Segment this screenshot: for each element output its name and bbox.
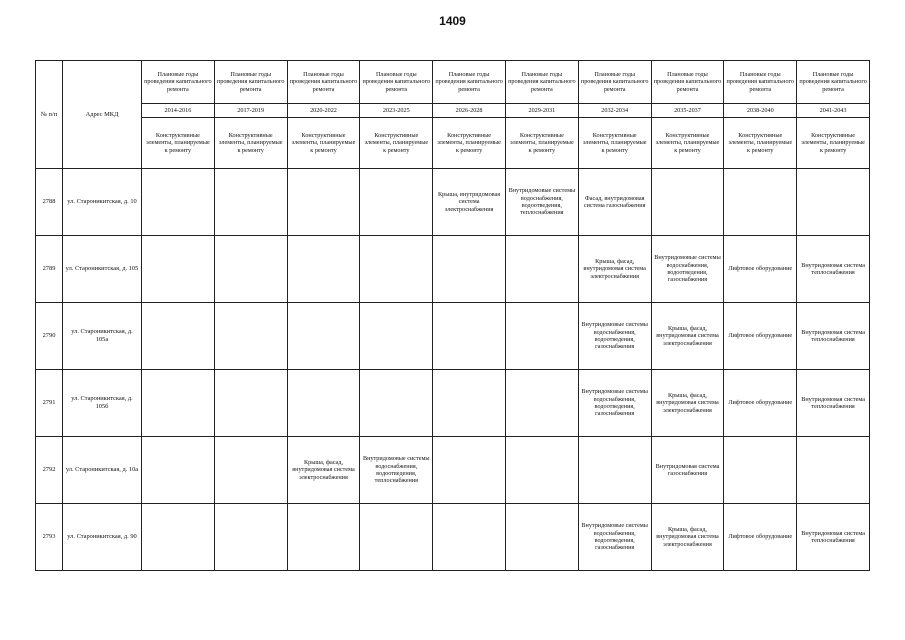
header-plan-years: Плановые годы проведения капитального ремонта: [651, 61, 724, 104]
repair-cell: Внутридомовая система теплоснабжения: [797, 303, 870, 370]
repair-cell: Крыша, внутридомовая система электроснабжения: [433, 169, 506, 236]
row-number: 2793: [36, 504, 63, 571]
repair-cell: Крыша, фасад, внутридомовая система электроснабжения: [578, 236, 651, 303]
repair-cell: [505, 437, 578, 504]
repair-cell: [797, 437, 870, 504]
repair-cell: [360, 303, 433, 370]
repair-cell: [505, 236, 578, 303]
repair-cell: [360, 169, 433, 236]
repair-cell: [214, 236, 287, 303]
repair-cell: Крыша, фасад, внутридомовая система электроснабжения: [651, 303, 724, 370]
repair-cell: Внутридомовые системы водоснабжения, водоотведения, газоснабжения: [578, 303, 651, 370]
row-number: 2789: [36, 236, 63, 303]
header-period: 2038-2040: [724, 104, 797, 118]
repair-cell: [287, 370, 360, 437]
header-elements: Конструктивные элементы, планируемые к ремонту: [214, 118, 287, 169]
repair-cell: [142, 504, 215, 571]
repair-cell: [142, 303, 215, 370]
header-elements: Конструктивные элементы, планируемые к ремонту: [797, 118, 870, 169]
header-period: 2026-2028: [433, 104, 506, 118]
row-address: ул. Староникитская, д. 105а: [63, 303, 142, 370]
header-plan-years: Плановые годы проведения капитального ремонта: [433, 61, 506, 104]
table-row: [36, 437, 870, 504]
table-row: [36, 236, 870, 303]
repair-cell: Лифтовое оборудование: [724, 303, 797, 370]
repair-cell: [360, 236, 433, 303]
repair-cell: Внутридомовая система газоснабжения: [651, 437, 724, 504]
repair-cell: [505, 303, 578, 370]
repair-cell: Лифтовое оборудование: [724, 236, 797, 303]
repair-cell: [797, 169, 870, 236]
repair-cell: [433, 370, 506, 437]
repair-cell: [505, 504, 578, 571]
repair-cell: [578, 437, 651, 504]
repair-cell: [505, 370, 578, 437]
header-plan-years: Плановые годы проведения капитального ремонта: [287, 61, 360, 104]
table-row: [36, 370, 870, 437]
table-row: [36, 169, 870, 236]
row-address: ул. Староникитская, д. 105б: [63, 370, 142, 437]
repair-cell: Лифтовое оборудование: [724, 370, 797, 437]
header-elements: Конструктивные элементы, планируемые к ремонту: [578, 118, 651, 169]
header-elements: Конструктивные элементы, планируемые к ремонту: [142, 118, 215, 169]
repair-cell: [287, 303, 360, 370]
header-address: Адрес МКД: [63, 61, 142, 169]
row-number: 2788: [36, 169, 63, 236]
header-plan-years: Плановые годы проведения капитального ремонта: [578, 61, 651, 104]
header-plan-years: Плановые годы проведения капитального ремонта: [142, 61, 215, 104]
capital-repair-plan-table: [35, 60, 870, 571]
row-number: 2791: [36, 370, 63, 437]
header-period: 2041-2043: [797, 104, 870, 118]
header-plan-years: Плановые годы проведения капитального ремонта: [214, 61, 287, 104]
repair-cell: [287, 236, 360, 303]
repair-cell: [142, 236, 215, 303]
repair-cell: [724, 169, 797, 236]
table-row: [36, 504, 870, 571]
repair-cell: [433, 303, 506, 370]
row-address: ул. Староникитская, д. 105: [63, 236, 142, 303]
header-elements: Конструктивные элементы, планируемые к ремонту: [287, 118, 360, 169]
repair-cell: [360, 370, 433, 437]
header-period: 2023-2025: [360, 104, 433, 118]
repair-cell: [287, 504, 360, 571]
header-elements: Конструктивные элементы, планируемые к ремонту: [360, 118, 433, 169]
header-row-plan-years: [36, 61, 870, 104]
repair-cell: [433, 504, 506, 571]
repair-cell: [214, 169, 287, 236]
repair-cell: Внутридомовые системы водоснабжения, водоотведения, газоснабжения: [651, 236, 724, 303]
repair-cell: [214, 303, 287, 370]
header-elements: Конструктивные элементы, планируемые к ремонту: [433, 118, 506, 169]
row-address: ул. Староникитская, д. 10а: [63, 437, 142, 504]
header-num: № п/п: [36, 61, 63, 169]
header-period: 2017-2019: [214, 104, 287, 118]
header-row-periods: [36, 104, 870, 118]
table-row: [36, 303, 870, 370]
row-number: 2790: [36, 303, 63, 370]
page-number: 1409: [439, 14, 466, 28]
repair-cell: [142, 437, 215, 504]
repair-cell: Внутридомовые системы водоснабжения, водоотведения, газоснабжения: [578, 504, 651, 571]
repair-cell: [433, 236, 506, 303]
repair-cell: Крыша, фасад, внутридомовая система электроснабжения: [651, 370, 724, 437]
repair-cell: [651, 169, 724, 236]
repair-cell: Фасад, внутридомовая система газоснабжения: [578, 169, 651, 236]
row-address: ул. Староникитская, д. 10: [63, 169, 142, 236]
header-plan-years: Плановые годы проведения капитального ремонта: [797, 61, 870, 104]
header-plan-years: Плановые годы проведения капитального ремонта: [360, 61, 433, 104]
row-address: ул. Староникитская, д. 90: [63, 504, 142, 571]
repair-cell: [433, 437, 506, 504]
repair-cell: [214, 504, 287, 571]
repair-cell: [287, 169, 360, 236]
header-period: 2035-2037: [651, 104, 724, 118]
header-elements: Конструктивные элементы, планируемые к ремонту: [724, 118, 797, 169]
repair-cell: [142, 169, 215, 236]
repair-cell: [360, 504, 433, 571]
repair-cell: Крыша, фасад, внутридомовая система электроснабжения: [287, 437, 360, 504]
row-number: 2792: [36, 437, 63, 504]
repair-cell: Внутридомовые системы водоснабжения, водоотведения, теплоснабжения: [505, 169, 578, 236]
header-period: 2032-2034: [578, 104, 651, 118]
repair-cell: [214, 437, 287, 504]
repair-cell: [214, 370, 287, 437]
repair-cell: Лифтовое оборудование: [724, 504, 797, 571]
repair-cell: [724, 437, 797, 504]
header-elements: Конструктивные элементы, планируемые к ремонту: [505, 118, 578, 169]
header-elements: Конструктивные элементы, планируемые к ремонту: [651, 118, 724, 169]
header-period: 2029-2031: [505, 104, 578, 118]
header-period: 2020-2022: [287, 104, 360, 118]
repair-cell: Внутридомовые системы водоснабжения, водоотведения, теплоснабжения: [360, 437, 433, 504]
repair-cell: Внутридомовые системы водоснабжения, водоотведения, газоснабжения: [578, 370, 651, 437]
header-plan-years: Плановые годы проведения капитального ремонта: [724, 61, 797, 104]
repair-cell: [142, 370, 215, 437]
header-period: 2014-2016: [142, 104, 215, 118]
repair-cell: Внутридомовая система теплоснабжения: [797, 236, 870, 303]
header-row-elements: [36, 118, 870, 169]
repair-cell: Внутридомовая система теплоснабжения: [797, 370, 870, 437]
repair-cell: Внутридомовая система теплоснабжения: [797, 504, 870, 571]
repair-cell: Крыша, фасад, внутридомовая система электроснабжения: [651, 504, 724, 571]
header-plan-years: Плановые годы проведения капитального ремонта: [505, 61, 578, 104]
